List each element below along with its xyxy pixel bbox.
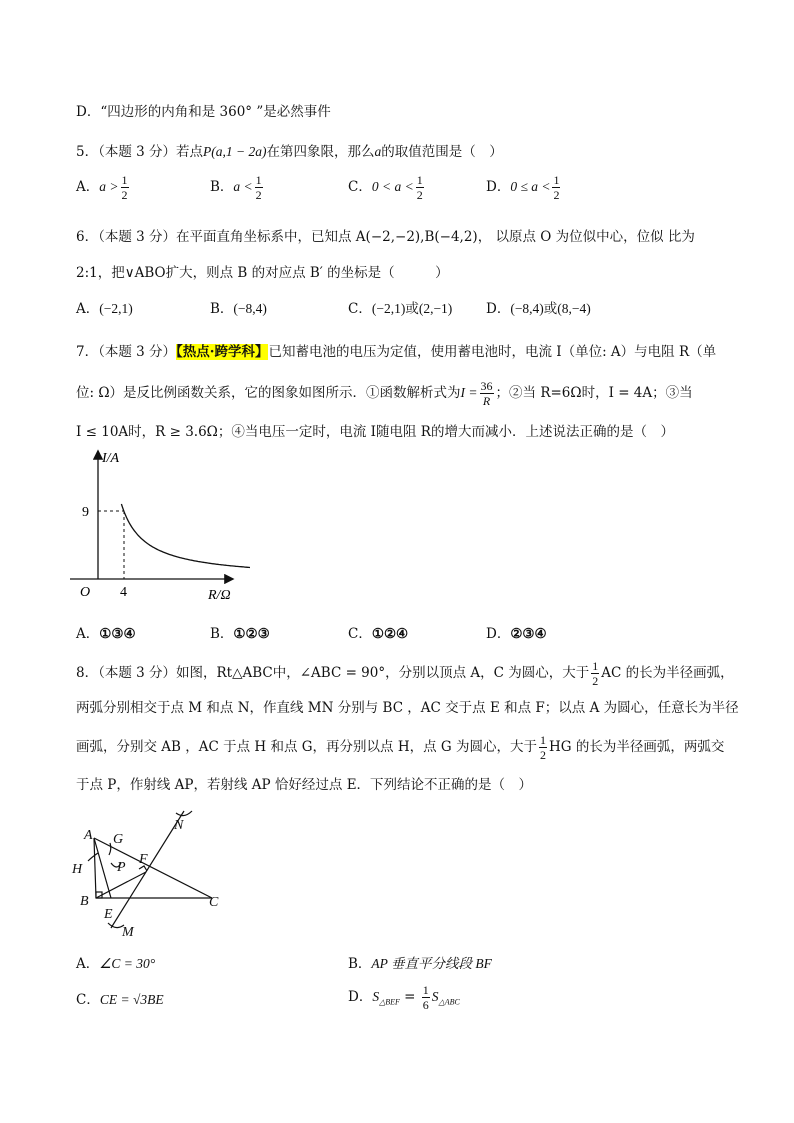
segment-ab <box>94 838 96 898</box>
option-label: C． <box>348 301 372 317</box>
denominator: R <box>482 394 491 408</box>
option-text: (−2,1) <box>99 301 133 316</box>
numerator: 1 <box>121 173 128 187</box>
numerator: 1 <box>422 983 429 997</box>
option-label: A． <box>76 301 100 317</box>
option-label: A． <box>76 956 100 972</box>
segment-ac <box>94 838 212 898</box>
option-text: (−8,4)或(8,−4) <box>510 301 591 316</box>
option-text: ①③④ <box>99 626 136 642</box>
option-expr: 0 ≤ a < <box>510 179 551 194</box>
arc-g <box>109 843 111 855</box>
q5-suffix: 在第四象限，那么 <box>266 144 375 160</box>
option-label: C． <box>76 992 100 1008</box>
label-a: A <box>84 828 93 843</box>
option-label: B． <box>210 626 234 642</box>
denominator: 2 <box>592 674 599 688</box>
x-axis-label: R/Ω <box>208 588 231 603</box>
ray-ap <box>94 838 111 898</box>
label-n: N <box>174 818 184 833</box>
q8-option-a[interactable] <box>76 952 155 972</box>
q7-option-d[interactable] <box>486 622 547 642</box>
option-expr: a > <box>99 179 119 194</box>
denominator: 2 <box>255 188 262 202</box>
q5-prefix: 5．（本题 3 分）若点 <box>76 144 204 160</box>
q5-point: P(a,1 − 2a) <box>203 144 267 159</box>
x-tick-label: 4 <box>120 585 127 600</box>
q7-stem-line3: I ≤ 10A时，R ≥ 3.6Ω；④当电压一定时，电流 I随电阻 R的增大而减小．上述说法正确的是（ ） <box>76 424 674 440</box>
numerator: 1 <box>255 173 262 187</box>
option-text: (−8,4) <box>233 301 267 316</box>
denominator: 6 <box>422 998 429 1012</box>
q8-stem-line3 <box>76 734 724 761</box>
q8-stem-line4: 于点 P，作射线 AP，若射线 AP 恰好经过点 E．下列结论不正确的是（ ） <box>76 777 533 793</box>
stem-text: AC 的长为半径画弧， <box>601 665 734 681</box>
numerator: 1 <box>553 173 560 187</box>
option-label: A． <box>76 179 100 195</box>
q8-option-b[interactable] <box>348 952 492 972</box>
q5-var: a <box>374 144 382 159</box>
label-m: M <box>122 925 134 938</box>
q7-inverse-function-graph <box>60 446 250 606</box>
fraction <box>539 734 547 761</box>
area-symbol: S <box>372 989 380 1004</box>
area-subscript: △BEF <box>379 997 400 1007</box>
label-e: E <box>104 907 113 922</box>
numerator: 1 <box>592 659 599 673</box>
area-subscript: △ABC <box>438 997 460 1007</box>
denominator: 2 <box>416 188 423 202</box>
stem-text: 画弧，分别交 AB ，AC 于点 H 和点 G，再分别以点 H，点 G 为圆心，大于 <box>76 739 537 755</box>
q5-option-b[interactable] <box>210 174 265 201</box>
q7-option-b[interactable] <box>210 622 270 642</box>
q6-option-d[interactable] <box>486 297 591 317</box>
option-label: C． <box>348 179 372 195</box>
option-label: C． <box>348 626 372 642</box>
option-text: AP 垂直平分线段 BF <box>371 956 492 971</box>
q8-geometry-figure <box>66 803 236 938</box>
arc-h <box>88 853 98 861</box>
stem-text: ；②当 R=6Ω时，I = 4A；③当 <box>495 385 693 401</box>
fraction <box>255 174 263 201</box>
option-label: A． <box>76 626 100 642</box>
option-expr: 0 < a < <box>371 179 414 194</box>
option-label: D． <box>486 179 511 195</box>
fraction <box>121 174 129 201</box>
numerator: 1 <box>416 173 423 187</box>
q5-suffix2: 的取值范围是（ ） <box>381 144 503 160</box>
option-text: ②③④ <box>510 626 547 642</box>
stem-text: HG 的长为半径画弧，两弧交 <box>548 739 725 755</box>
fraction <box>416 174 424 201</box>
denominator: 2 <box>121 188 128 202</box>
fraction <box>591 660 599 687</box>
stem-text: 8．（本题 3 分）如图，Rt△ABC中，∠ABC = 90°，分别以顶点 A，C 为圆心，大于 <box>76 665 590 681</box>
q6-stem-line1: 6．（本题 3 分）在平面直角坐标系中，已知点 A(−2,−2),B(−4,2)， 以原点 O 为位似中心，位似 比为 <box>76 229 695 245</box>
label-g: G <box>113 832 124 847</box>
q7-option-a[interactable] <box>76 622 136 642</box>
stem-text: 位: Ω）是反比例函数关系，它的图象如图所示．①函数解析式为 <box>76 385 461 401</box>
option-text: CE = √3BE <box>99 992 164 1007</box>
option-text: ①②③ <box>233 626 270 642</box>
origin-label: O <box>80 585 91 600</box>
label-p: P <box>117 860 126 875</box>
q7-option-c[interactable] <box>348 622 408 642</box>
option-label: D． <box>486 301 511 317</box>
option-text: (−2,1)或(2,−1) <box>371 301 453 316</box>
option-text: ①②④ <box>371 626 409 642</box>
hyperbola-curve <box>121 504 250 568</box>
q7-stem-line2 <box>76 380 693 407</box>
option-text: ∠C = 30° <box>99 956 156 971</box>
fraction <box>552 174 560 201</box>
label-f: F <box>139 852 148 867</box>
area-symbol: S <box>431 989 439 1004</box>
q8-option-c[interactable] <box>76 988 164 1008</box>
numerator: 36 <box>480 379 493 393</box>
q5-option-d[interactable] <box>486 174 562 201</box>
q4-option-d: D．“四边形的内角和是 360° ”是必然事件 <box>76 104 331 120</box>
denominator: 2 <box>553 188 560 202</box>
q5-option-c[interactable] <box>348 174 426 201</box>
option-label: B． <box>348 956 372 972</box>
label-h: H <box>72 862 83 877</box>
formula-lhs: I = <box>460 385 478 400</box>
q6-option-b[interactable] <box>210 297 267 317</box>
formula-fraction <box>480 380 494 407</box>
q8-option-d[interactable] <box>348 984 460 1011</box>
q6-stem-line2: 2:1，把∨ABO扩大，则点 B 的对应点 B′ 的坐标是（ ） <box>76 265 449 281</box>
q8-stem-line2: 两弧分别相交于点 M 和点 N，作直线 MN 分别与 BC ，AC 交于点 E 和点 F；以点 A 为圆心，任意长为半径 <box>76 700 739 716</box>
fraction <box>422 984 430 1011</box>
label-b: B <box>80 894 89 909</box>
q5-stem <box>76 140 503 160</box>
option-label: B． <box>210 179 234 195</box>
option-label: B． <box>210 301 234 317</box>
hot-topic-tag: 【热点·跨学科】 <box>176 344 269 360</box>
numerator: 1 <box>539 733 546 747</box>
q5-option-a[interactable] <box>76 174 131 201</box>
q8-stem-line1 <box>76 660 734 687</box>
question-prefix: 7．（本题 3 分） <box>76 344 177 360</box>
equals-sign: = <box>399 989 420 1005</box>
option-expr: a < <box>233 179 253 194</box>
stem-text: 已知蓄电池的电压为定值，使用蓄电池时，电流 I（单位: A）与电阻 R（单 <box>268 344 717 360</box>
q6-option-a[interactable] <box>76 297 133 317</box>
q6-option-c[interactable] <box>348 297 452 317</box>
option-label: D． <box>348 989 373 1005</box>
denominator: 2 <box>539 748 546 762</box>
y-tick-label: 9 <box>82 505 89 520</box>
q7-stem-line1 <box>76 340 716 360</box>
label-c: C <box>209 895 219 910</box>
y-axis-label: I/A <box>102 451 120 466</box>
option-label: D． <box>486 626 511 642</box>
